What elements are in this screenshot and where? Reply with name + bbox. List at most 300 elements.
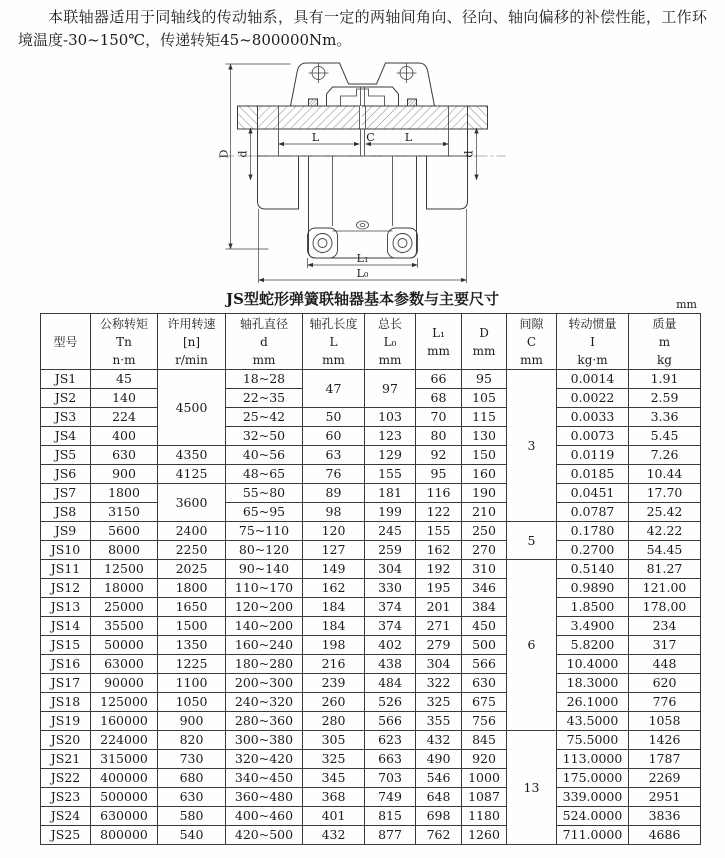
table-cell: 63: [303, 446, 365, 465]
table-cell: 0.0033: [557, 408, 629, 427]
table-cell: 450: [462, 617, 507, 636]
table-cell: 280~360: [226, 712, 303, 731]
table-cell: 3836: [629, 807, 701, 826]
table-row: [41, 807, 701, 826]
coupling-drawing: [218, 54, 508, 286]
table-cell: 81.27: [629, 560, 701, 579]
table-cell: 0.0014: [557, 370, 629, 389]
table-cell: 374: [365, 598, 416, 617]
table-cell: 120: [303, 522, 365, 541]
table-cell: 877: [365, 826, 416, 845]
table-cell: 8000: [91, 541, 158, 560]
table-cell: 43.5000: [557, 712, 629, 731]
table-row: [41, 617, 701, 636]
table-cell: 25~42: [226, 408, 303, 427]
column-header-1: 公称转矩 Tn n·m: [91, 314, 158, 370]
label-C: C: [365, 131, 375, 144]
table-cell: JS23: [41, 788, 91, 807]
table-cell: 140: [91, 389, 158, 408]
table-cell: 1800: [158, 579, 226, 598]
table-cell: 40~56: [226, 446, 303, 465]
table-cell: 12500: [91, 560, 158, 579]
table-row: [41, 560, 701, 579]
label-L1: L₁: [356, 252, 368, 265]
table-cell: 320~420: [226, 750, 303, 769]
table-cell: 123: [365, 427, 416, 446]
table-cell: 63000: [91, 655, 158, 674]
table-cell: 325: [416, 693, 462, 712]
table-cell: 2.59: [629, 389, 701, 408]
table-cell: 2250: [158, 541, 226, 560]
table-cell: 17.70: [629, 484, 701, 503]
table-cell: 345: [303, 769, 365, 788]
table-cell: 279: [416, 636, 462, 655]
table-cell: 245: [365, 522, 416, 541]
table-cell: 346: [462, 579, 507, 598]
table-cell: 566: [365, 712, 416, 731]
table-cell: 325: [303, 750, 365, 769]
table-cell: JS15: [41, 636, 91, 655]
table-cell: 198: [303, 636, 365, 655]
table-cell: 384: [462, 598, 507, 617]
table-cell: 2400: [158, 522, 226, 541]
table-cell: 210: [462, 503, 507, 522]
table-cell: 130: [462, 427, 507, 446]
flange-left-cap: [237, 106, 257, 129]
table-cell: 0.0119: [557, 446, 629, 465]
flange-band: [257, 106, 467, 129]
table-cell: 35500: [91, 617, 158, 636]
hub-block-left: [257, 156, 298, 209]
table-row: [41, 750, 701, 769]
coupling-diagram: [0, 54, 725, 288]
table-cell: 304: [416, 655, 462, 674]
flange-right-cap: [467, 106, 487, 129]
table-cell: JS21: [41, 750, 91, 769]
table-cell: 110~170: [226, 579, 303, 598]
table-cell: 900: [158, 712, 226, 731]
table-cell: 113.0000: [557, 750, 629, 769]
table-row: [41, 427, 701, 446]
table-cell: 18000: [91, 579, 158, 598]
table-cell: 711.0000: [557, 826, 629, 845]
table-cell: 80: [416, 427, 462, 446]
table-cell: 355: [416, 712, 462, 731]
table-cell: 1050: [158, 693, 226, 712]
table-cell: JS11: [41, 560, 91, 579]
table-row: [41, 408, 701, 427]
table-cell: 4686: [629, 826, 701, 845]
column-header-8: 间隙 C mm: [507, 314, 557, 370]
table-cell: 260: [303, 693, 365, 712]
table-cell: 60: [303, 427, 365, 446]
table-cell: 155: [416, 522, 462, 541]
table-cell: 55~80: [226, 484, 303, 503]
table-cell: 224: [91, 408, 158, 427]
table-cell: JS18: [41, 693, 91, 712]
table-cell: 270: [462, 541, 507, 560]
table-cell: 1058: [629, 712, 701, 731]
table-cell: 730: [158, 750, 226, 769]
table-cell: 500: [462, 636, 507, 655]
table-cell: 70: [416, 408, 462, 427]
table-cell: 190: [462, 484, 507, 503]
table-cell: JS13: [41, 598, 91, 617]
table-cell: 175.0000: [557, 769, 629, 788]
hub-band: [257, 129, 467, 156]
table-cell: 698: [416, 807, 462, 826]
table-cell: JS9: [41, 522, 91, 541]
table-cell: 90000: [91, 674, 158, 693]
table-cell: 368: [303, 788, 365, 807]
table-row: [41, 370, 701, 389]
table-cell: 1.8500: [557, 598, 629, 617]
table-cell: 3150: [91, 503, 158, 522]
table-cell: 95: [462, 370, 507, 389]
table-cell: 68: [416, 389, 462, 408]
table-cell: 216: [303, 655, 365, 674]
table-cell: 630: [158, 788, 226, 807]
table-cell: 26.1000: [557, 693, 629, 712]
table-cell: 162: [416, 541, 462, 560]
table-cell: 239: [303, 674, 365, 693]
table-row: [41, 484, 701, 503]
table-cell: 756: [462, 712, 507, 731]
table-cell: JS6: [41, 465, 91, 484]
table-cell: 98: [303, 503, 365, 522]
table-cell: 280: [303, 712, 365, 731]
document-page: [0, 6, 725, 858]
table-cell: 45: [91, 370, 158, 389]
label-d-left: d: [236, 150, 249, 158]
table-cell: 180~280: [226, 655, 303, 674]
table-cell: 304: [365, 560, 416, 579]
intro-paragraph: 本联轴器适用于同轴线的传动轴系，具有一定的两轴间角向、径向、轴向偏移的补偿性能，工作环境温度-30~150℃，传递转矩45~800000Nm。: [18, 8, 707, 49]
table-cell: 3.36: [629, 408, 701, 427]
table-cell: 65~95: [226, 503, 303, 522]
table-cell: 3600: [158, 484, 226, 522]
column-header-4: 轴孔长度 L mm: [303, 314, 365, 370]
column-header-7: D mm: [462, 314, 507, 370]
table-cell: 703: [365, 769, 416, 788]
table-cell: 1800: [91, 484, 158, 503]
table-cell: 438: [365, 655, 416, 674]
table-cell: 160: [462, 465, 507, 484]
column-header-6: L₁ mm: [416, 314, 462, 370]
table-cell: 566: [462, 655, 507, 674]
table-cell: 680: [158, 769, 226, 788]
table-cell: 546: [416, 769, 462, 788]
label-L-left: L: [311, 131, 319, 144]
table-cell: 500000: [91, 788, 158, 807]
table-cell: 250: [462, 522, 507, 541]
column-header-5: 总长 L₀ mm: [365, 314, 416, 370]
table-row: [41, 598, 701, 617]
table-cell: 3: [507, 370, 557, 522]
table-cell: 121.00: [629, 579, 701, 598]
table-cell: JS5: [41, 446, 91, 465]
table-cell: 360~480: [226, 788, 303, 807]
table-cell: 432: [303, 826, 365, 845]
table-cell: 129: [365, 446, 416, 465]
column-header-3: 轴孔直径 d mm: [226, 314, 303, 370]
table-cell: 6: [507, 560, 557, 731]
table-cell: JS19: [41, 712, 91, 731]
table-cell: 400: [91, 427, 158, 446]
table-cell: 95: [416, 465, 462, 484]
table-cell: 10.44: [629, 465, 701, 484]
table-cell: 149: [303, 560, 365, 579]
table-cell: 120~200: [226, 598, 303, 617]
bolt-hole-right-icon: [396, 63, 416, 83]
table-cell: 181: [365, 484, 416, 503]
table-cell: 490: [416, 750, 462, 769]
table-cell: 2269: [629, 769, 701, 788]
table-cell: 50000: [91, 636, 158, 655]
table-cell: 1350: [158, 636, 226, 655]
table-cell: 339.0000: [557, 788, 629, 807]
table-cell: 315000: [91, 750, 158, 769]
table-cell: 75~110: [226, 522, 303, 541]
table-cell: JS2: [41, 389, 91, 408]
table-cell: 374: [365, 617, 416, 636]
table-row: [41, 674, 701, 693]
table-cell: 330: [365, 579, 416, 598]
table-cell: JS22: [41, 769, 91, 788]
table-cell: 155: [365, 465, 416, 484]
table-cell: 47: [303, 370, 365, 408]
table-cell: 400000: [91, 769, 158, 788]
table-row: [41, 788, 701, 807]
table-cell: 5600: [91, 522, 158, 541]
table-cell: 48~65: [226, 465, 303, 484]
table-row: [41, 636, 701, 655]
table-cell: 580: [158, 807, 226, 826]
table-cell: 75.5000: [557, 731, 629, 750]
table-cell: 200~300: [226, 674, 303, 693]
table-cell: 663: [365, 750, 416, 769]
table-cell: 22~35: [226, 389, 303, 408]
table-cell: 0.0451: [557, 484, 629, 503]
table-cell: 103: [365, 408, 416, 427]
table-cell: 0.0073: [557, 427, 629, 446]
table-cell: 800000: [91, 826, 158, 845]
table-header-row: [41, 314, 701, 370]
table-cell: 122: [416, 503, 462, 522]
table-cell: 25.42: [629, 503, 701, 522]
table-cell: JS24: [41, 807, 91, 826]
table-cell: 1650: [158, 598, 226, 617]
table-cell: 192: [416, 560, 462, 579]
table-cell: 484: [365, 674, 416, 693]
table-cell: 0.0787: [557, 503, 629, 522]
table-cell: 42.22: [629, 522, 701, 541]
table-cell: 195: [416, 579, 462, 598]
table-cell: 160~240: [226, 636, 303, 655]
table-row: [41, 769, 701, 788]
table-cell: JS17: [41, 674, 91, 693]
table-cell: 820: [158, 731, 226, 750]
table-cell: 234: [629, 617, 701, 636]
table-title: JS型蛇形弹簧联轴器基本参数与主要尺寸: [226, 290, 499, 308]
table-cell: 400~460: [226, 807, 303, 826]
table-cell: 432: [416, 731, 462, 750]
table-cell: JS25: [41, 826, 91, 845]
table-cell: 900: [91, 465, 158, 484]
table-cell: 50: [303, 408, 365, 427]
table-cell: 815: [365, 807, 416, 826]
table-cell: 920: [462, 750, 507, 769]
table-cell: 184: [303, 617, 365, 636]
table-cell: 1426: [629, 731, 701, 750]
label-D: D: [217, 149, 230, 159]
table-cell: 178.00: [629, 598, 701, 617]
table-cell: 420~500: [226, 826, 303, 845]
bolt-head-right-icon: [407, 99, 416, 106]
column-header-0: 型号: [41, 314, 91, 370]
table-cell: 4500: [158, 370, 226, 446]
table-cell: 2025: [158, 560, 226, 579]
table-row: [41, 693, 701, 712]
table-cell: 92: [416, 446, 462, 465]
table-cell: 648: [416, 788, 462, 807]
table-cell: 140~200: [226, 617, 303, 636]
table-row: [41, 541, 701, 560]
table-row: [41, 712, 701, 731]
label-L-right: L: [404, 131, 412, 144]
bolt-head-left-icon: [308, 99, 317, 106]
table-cell: 1500: [158, 617, 226, 636]
table-cell: 623: [365, 731, 416, 750]
table-cell: 317: [629, 636, 701, 655]
column-header-10: 质量 m kg: [629, 314, 701, 370]
table-cell: JS20: [41, 731, 91, 750]
table-cell: 201: [416, 598, 462, 617]
column-header-9: 转动惯量 I kg·m: [557, 314, 629, 370]
table-cell: 0.9890: [557, 579, 629, 598]
table-cell: 1.91: [629, 370, 701, 389]
table-cell: 1260: [462, 826, 507, 845]
label-d-right: d: [462, 150, 475, 158]
table-cell: JS7: [41, 484, 91, 503]
table-cell: 32~50: [226, 427, 303, 446]
table-row: [41, 655, 701, 674]
table-cell: 310: [462, 560, 507, 579]
table-cell: 162: [303, 579, 365, 598]
table-cell: 240~320: [226, 693, 303, 712]
table-cell: 675: [462, 693, 507, 712]
table-cell: 199: [365, 503, 416, 522]
table-cell: 0.2700: [557, 541, 629, 560]
column-header-2: 许用转速 [n] r/min: [158, 314, 226, 370]
table-cell: 5.45: [629, 427, 701, 446]
table-row: [41, 826, 701, 845]
table-cell: 776: [629, 693, 701, 712]
table-row: [41, 522, 701, 541]
table-cell: 1225: [158, 655, 226, 674]
bottom-bolt-left-icon: [313, 234, 332, 253]
table-cell: 13: [507, 731, 557, 845]
table-row: [41, 579, 701, 598]
table-cell: 184: [303, 598, 365, 617]
table-cell: 305: [303, 731, 365, 750]
table-cell: 271: [416, 617, 462, 636]
table-cell: 526: [365, 693, 416, 712]
table-cell: 259: [365, 541, 416, 560]
table-cell: 322: [416, 674, 462, 693]
bottom-bolt-right-icon: [393, 234, 412, 253]
table-cell: 18.3000: [557, 674, 629, 693]
table-cell: 524.0000: [557, 807, 629, 826]
table-cell: 448: [629, 655, 701, 674]
table-cell: 125000: [91, 693, 158, 712]
spring-housing: [308, 156, 416, 258]
table-cell: 150: [462, 446, 507, 465]
table-cell: 300~380: [226, 731, 303, 750]
table-cell: 89: [303, 484, 365, 503]
table-row: [41, 465, 701, 484]
table-cell: 66: [416, 370, 462, 389]
label-L0: L₀: [356, 267, 368, 280]
table-cell: 54.45: [629, 541, 701, 560]
table-cell: 127: [303, 541, 365, 560]
table-row: [41, 503, 701, 522]
table-cell: JS4: [41, 427, 91, 446]
table-cell: 90~140: [226, 560, 303, 579]
table-cell: 1180: [462, 807, 507, 826]
table-cell: JS14: [41, 617, 91, 636]
table-cell: 116: [416, 484, 462, 503]
table-cell: 76: [303, 465, 365, 484]
table-cell: 4350: [158, 446, 226, 465]
table-cell: 5: [507, 522, 557, 560]
table-cell: JS1: [41, 370, 91, 389]
table-cell: 845: [462, 731, 507, 750]
table-cell: 1787: [629, 750, 701, 769]
table-cell: 749: [365, 788, 416, 807]
table-row: [41, 446, 701, 465]
table-cell: 10.4000: [557, 655, 629, 674]
table-cell: 1087: [462, 788, 507, 807]
table-cell: JS16: [41, 655, 91, 674]
parameters-table: [40, 313, 701, 845]
table-cell: 0.0022: [557, 389, 629, 408]
table-cell: 630000: [91, 807, 158, 826]
table-cell: 80~120: [226, 541, 303, 560]
table-cell: 630: [91, 446, 158, 465]
table-cell: 105: [462, 389, 507, 408]
table-cell: JS12: [41, 579, 91, 598]
table-body: [41, 370, 701, 845]
table-cell: 160000: [91, 712, 158, 731]
table-cell: JS3: [41, 408, 91, 427]
table-cell: JS10: [41, 541, 91, 560]
table-cell: 97: [365, 370, 416, 408]
table-cell: 401: [303, 807, 365, 826]
table-title-row: [0, 289, 725, 310]
bolt-hole-left-icon: [308, 63, 328, 83]
table-cell: 0.1780: [557, 522, 629, 541]
table-cell: 2951: [629, 788, 701, 807]
table-cell: 3.4900: [557, 617, 629, 636]
table-cell: 1000: [462, 769, 507, 788]
table-cell: JS8: [41, 503, 91, 522]
table-cell: 340~450: [226, 769, 303, 788]
table-cell: 25000: [91, 598, 158, 617]
table-cell: 18~28: [226, 370, 303, 389]
table-cell: 540: [158, 826, 226, 845]
table-cell: 7.26: [629, 446, 701, 465]
